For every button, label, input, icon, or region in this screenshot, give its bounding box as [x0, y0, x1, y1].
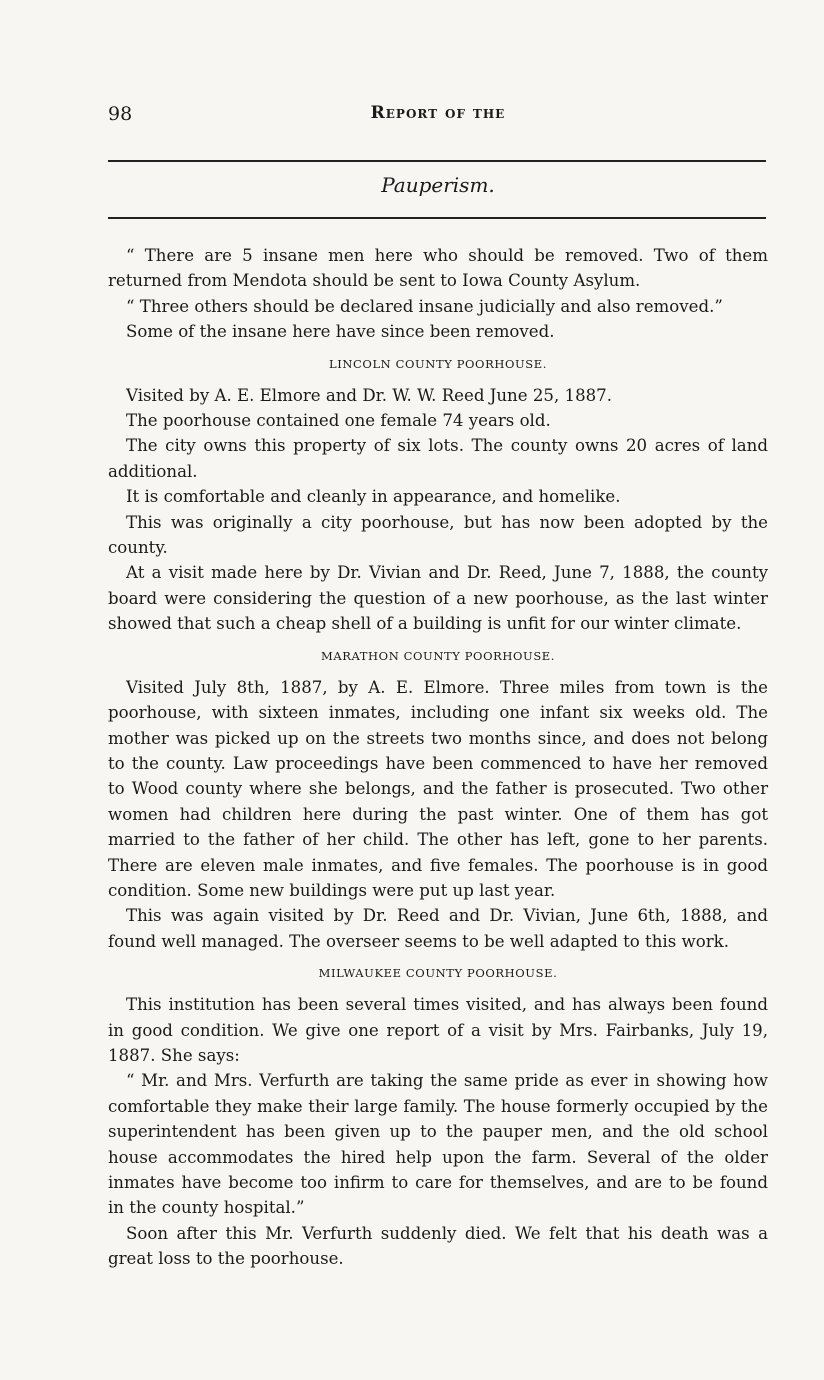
milwaukee-paragraph: Soon after this Mr. Verfurth suddenly died. We felt that his death was a great loss to the poorhouse. [108, 1223, 768, 1269]
header-rule-top [108, 160, 766, 162]
intro-paragraph: “ There are 5 insane men here who should be removed. Two of them returned from Mendota should be sent to Iowa County Asylum. [108, 246, 768, 291]
lincoln-paragraph: At a visit made here by Dr. Vivian and Dr. Reed, June 7, 1888, the county board were considering the question of a new poorhouse, as the last winter showed that such a cheap shell of a building is unfit for our winter climate. [108, 563, 768, 634]
marathon-paragraph: Visited July 8th, 1887, by A. E. Elmore. Three miles from town is the poorhouse, with sixteen inmates, including one infant six weeks old. The mother was picked up on the streets two months since, and does not belong to the county. Law proceedings have been commenced to have her removed to Wood county where she belongs, and the father is prosecuted. Two other women had children here during the past winter. One of them has got married to the father of her child. The other has left, gone to her parents. There are eleven male inmates, and five females. The poorhouse is in good condition. Some new buildings were put up last year. [108, 677, 768, 900]
lincoln-paragraph: It is comfortable and cleanly in appearance, and homelike. [126, 487, 621, 507]
marathon-heading: MARATHON COUNTY POORHOUSE. [320, 648, 556, 663]
header-rule-bottom [108, 217, 766, 219]
milwaukee-paragraph: “ Mr. and Mrs. Verfurth are taking the same pride as ever in showing how comfortable they make their large family. The house formerly occupied by the superintendent has been given up to the pauper men, and the old school house accommodates the hired help upon the farm. Several of the older inmates have become too infirm to care for themselves, and are to be found in the county hospital.” [108, 1071, 768, 1218]
marathon-paragraph: This was again visited by Dr. Reed and Dr. Vivian, June 6th, 1888, and found well managed. The overseer seems to be well adapted to this work. [108, 906, 768, 951]
section-title: Pauperism. [381, 173, 495, 197]
intro-paragraph: Some of the insane here have since been removed. [126, 322, 555, 342]
running-title: Report of the [370, 103, 506, 123]
book-page [108, 0, 768, 1380]
page-number: 98 [108, 103, 133, 125]
milwaukee-heading: MILWAUKEE COUNTY POORHOUSE. [318, 966, 558, 981]
page-header [108, 103, 768, 133]
lincoln-heading: LINCOLN COUNTY POORHOUSE. [328, 356, 548, 371]
lincoln-paragraph: The poorhouse contained one female 74 years old. [126, 411, 551, 431]
milwaukee-paragraph: This institution has been several times visited, and has always been found in good condition. We give one report of a visit by Mrs. Fairbanks, July 19, 1887. She says: [108, 995, 768, 1065]
lincoln-paragraph: Visited by A. E. Elmore and Dr. W. W. Reed June 25, 1887. [126, 385, 613, 405]
intro-paragraph: “ Three others should be declared insane judicially and also removed.” [126, 296, 723, 316]
lincoln-paragraph: This was originally a city poorhouse, but has now been adopted by the county. [108, 512, 768, 558]
page-body [108, 243, 768, 1272]
lincoln-paragraph: The city owns this property of six lots. The county owns 20 acres of land additional. [108, 436, 768, 481]
